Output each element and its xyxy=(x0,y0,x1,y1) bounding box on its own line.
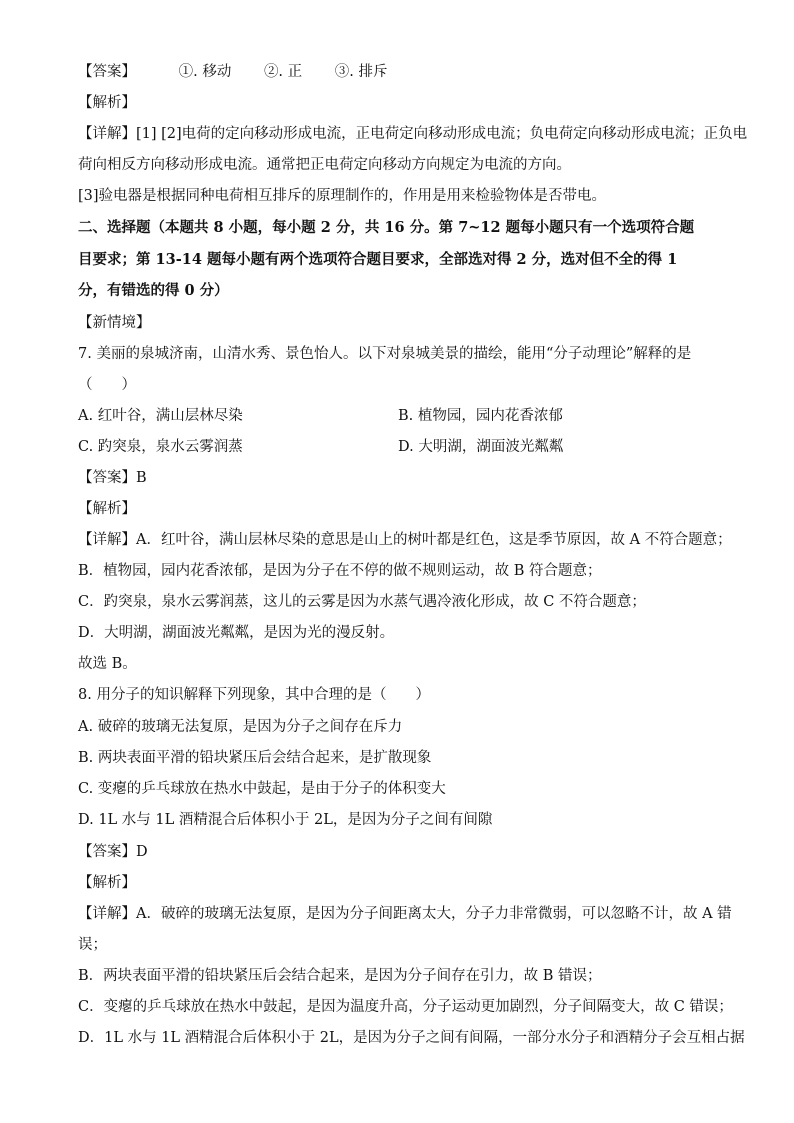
q8-answer: 【答案】D xyxy=(78,844,148,860)
q7-analysis-label: 【解析】 xyxy=(78,501,136,517)
answer-1: ①. 移动 xyxy=(178,64,232,80)
q7-option-c: C. 趵突泉，泉水云雾润蒸 xyxy=(78,439,243,455)
q7-answer: 【答案】B xyxy=(78,470,147,486)
answer-label: 【答案】 xyxy=(78,64,136,80)
q6-detail-line: [3]验电器是根据同种电荷相互排斥的原理制作的，作用是用来检验物体是否带电。 xyxy=(78,188,607,204)
q7-option-a: A. 红叶谷，满山层林尽染 xyxy=(78,408,243,424)
q8-option-d: D. 1L 水与 1L 酒精混合后体积小于 2L，是因为分子之间有间隙 xyxy=(78,812,493,828)
q8-option-c: C. 变瘪的乒乓球放在热水中鼓起，是由于分子的体积变大 xyxy=(78,781,446,797)
section-heading: 二、选择题（本题共 8 小题，每小题 2 分，共 16 分。第 7~12 题每小题只有一个选项符合题 xyxy=(78,219,695,236)
q7-detail-line: 【详解】A．红叶谷，满山层林尽染的意思是山上的树叶都是红色，这是季节原因，故 A 不符合题意； xyxy=(78,532,732,548)
q7-option-d: D. 大明湖，湖面波光粼粼 xyxy=(398,439,564,455)
q6-detail-line: 荷向相反方向移动形成电流。通常把正电荷定向移动方向规定为电流的方向。 xyxy=(78,157,571,173)
q8-analysis-label: 【解析】 xyxy=(78,875,136,891)
section-heading: 分，有错选的得 0 分） xyxy=(78,282,229,299)
q7-detail-line: B．植物园，园内花香浓郁，是因为分子在不停的做不规则运动，故 B 符合题意； xyxy=(78,563,602,579)
q6-answer-row xyxy=(78,62,714,82)
q7-stem: 7. 美丽的泉城济南，山清水秀、景色怡人。以下对泉城美景的描绘，能用“分子动理论”解释的是 xyxy=(78,346,692,362)
q7-tag: 【新情境】 xyxy=(78,315,151,331)
q8-stem: 8. 用分子的知识解释下列现象，其中合理的是（ ） xyxy=(78,687,430,703)
q7-detail-line: C．趵突泉，泉水云雾润蒸，这儿的云雾是因为水蒸气遇冷液化形成，故 C 不符合题意； xyxy=(78,594,646,610)
q6-detail-line: 【详解】[1] [2]电荷的定向移动形成电流，正电荷定向移动形成电流；负电荷定向移动形成电流；正负电 xyxy=(78,126,748,142)
q7-stem-bracket: （ ） xyxy=(78,377,136,393)
q7-detail-line: D．大明湖，湖面波光粼粼，是因为光的漫反射。 xyxy=(78,625,395,641)
q8-option-a: A. 破碎的玻璃无法复原，是因为分子之间存在斥力 xyxy=(78,719,403,735)
answer-2: ②. 正 xyxy=(263,64,303,80)
q7-conclusion: 故选 B。 xyxy=(78,656,137,672)
q7-option-b: B. 植物园，园内花香浓郁 xyxy=(398,408,563,424)
q8-detail-line: 【详解】A．破碎的玻璃无法复原，是因为分子间距离太大，分子力非常微弱，可以忽略不计，故 A 错 xyxy=(78,906,732,922)
q8-detail-line: D．1L 水与 1L 酒精混合后体积小于 2L，是因为分子之间有间隔，一部分水分子和酒精分子会互相占据 xyxy=(78,1030,745,1046)
q8-detail-line: C．变瘪的乒乓球放在热水中鼓起，是因为温度升高，分子运动更加剧烈，分子间隔变大，故 C 错误； xyxy=(78,999,733,1015)
answer-3: ③. 排斥 xyxy=(334,64,388,80)
q6-analysis-label: 【解析】 xyxy=(78,95,136,111)
q8-detail-line: 误； xyxy=(78,937,107,953)
section-heading: 目要求；第 13-14 题每小题有两个选项符合题目要求，全部选对得 2 分，选对但不全的得 1 xyxy=(78,251,678,268)
q8-option-b: B. 两块表面平滑的铅块紧压后会结合起来，是扩散现象 xyxy=(78,750,432,766)
q8-detail-line: B．两块表面平滑的铅块紧压后会结合起来，是因为分子间存在引力，故 B 错误； xyxy=(78,968,602,984)
